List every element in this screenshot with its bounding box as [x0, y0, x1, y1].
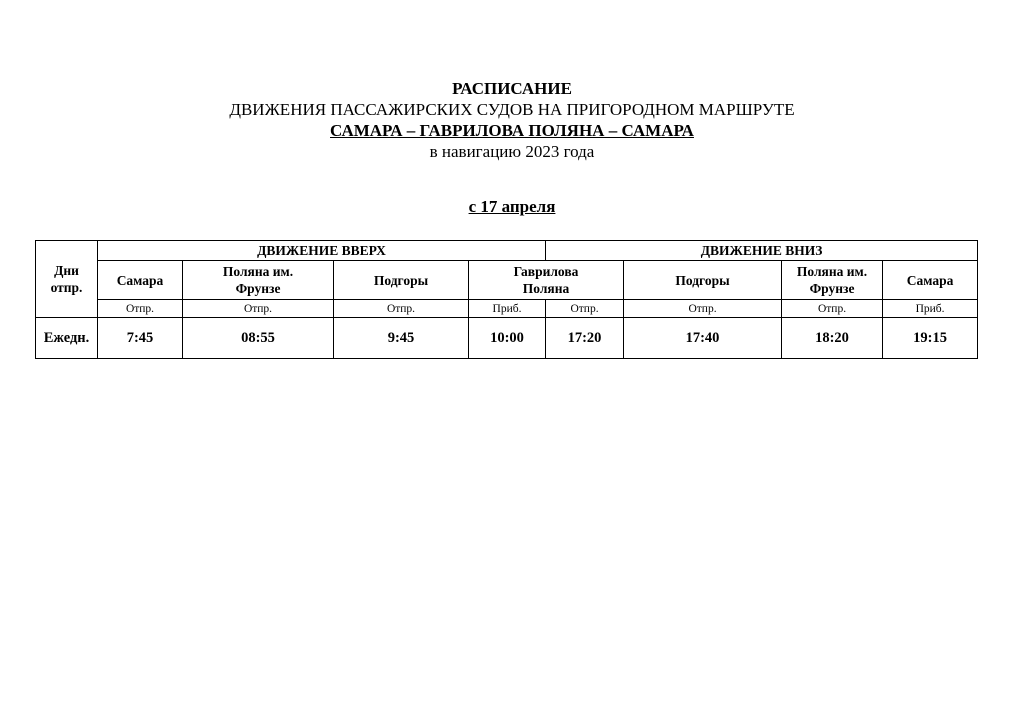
- type-cell: Отпр.: [98, 300, 183, 318]
- time-cell: 19:15: [883, 318, 978, 359]
- station-gavrilova-line2: Поляна: [522, 281, 570, 296]
- header-row-stations: [36, 261, 978, 300]
- days-header-line2: отпр.: [50, 280, 83, 295]
- station-polyana-up-line2: Фрунзе: [235, 281, 281, 296]
- type-cell: Отпр.: [183, 300, 334, 318]
- station-polyana-down-line2: Фрунзе: [809, 281, 855, 296]
- header-row-types: [36, 300, 978, 318]
- station-polyana-up: [183, 261, 334, 300]
- type-cell: Приб.: [883, 300, 978, 318]
- station-polyana-up-line1: Поляна им.: [222, 264, 294, 279]
- time-cell: 9:45: [334, 318, 469, 359]
- station-podgory-up: Подгоры: [334, 261, 469, 300]
- type-cell: Отпр.: [782, 300, 883, 318]
- type-cell: Приб.: [469, 300, 546, 318]
- schedule-table: [35, 240, 978, 359]
- effective-date: с 17 апреля: [468, 197, 556, 216]
- document-title: РАСПИСАНИЕ: [452, 79, 572, 98]
- time-cell: 18:20: [782, 318, 883, 359]
- document-header: [0, 78, 1024, 162]
- station-gavrilova: [469, 261, 624, 300]
- time-cell: 08:55: [183, 318, 334, 359]
- time-cell: 17:40: [624, 318, 782, 359]
- document-subtitle: ДВИЖЕНИЯ ПАССАЖИРСКИХ СУДОВ НА ПРИГОРОДНОМ МАРШРУТЕ: [229, 100, 795, 119]
- table-row: [36, 318, 978, 359]
- navigation-year: в навигацию 2023 года: [429, 142, 595, 161]
- station-gavrilova-line1: Гаврилова: [513, 264, 579, 279]
- time-cell: 10:00: [469, 318, 546, 359]
- days-cell: Ежедн.: [36, 318, 98, 359]
- direction-up-header: ДВИЖЕНИЕ ВВЕРХ: [98, 241, 546, 261]
- station-samara-down: Самара: [883, 261, 978, 300]
- type-cell: Отпр.: [546, 300, 624, 318]
- type-cell: Отпр.: [624, 300, 782, 318]
- station-podgory-down: Подгоры: [624, 261, 782, 300]
- days-header-line1: Дни: [54, 263, 79, 278]
- type-cell: Отпр.: [334, 300, 469, 318]
- time-cell: 17:20: [546, 318, 624, 359]
- station-samara-up: Самара: [98, 261, 183, 300]
- direction-down-header: ДВИЖЕНИЕ ВНИЗ: [546, 241, 978, 261]
- days-header: [36, 241, 98, 318]
- time-cell: 7:45: [98, 318, 183, 359]
- station-polyana-down: [782, 261, 883, 300]
- route-title: САМАРА – ГАВРИЛОВА ПОЛЯНА – САМАРА: [330, 121, 694, 140]
- header-row-directions: [36, 241, 978, 261]
- station-polyana-down-line1: Поляна им.: [796, 264, 868, 279]
